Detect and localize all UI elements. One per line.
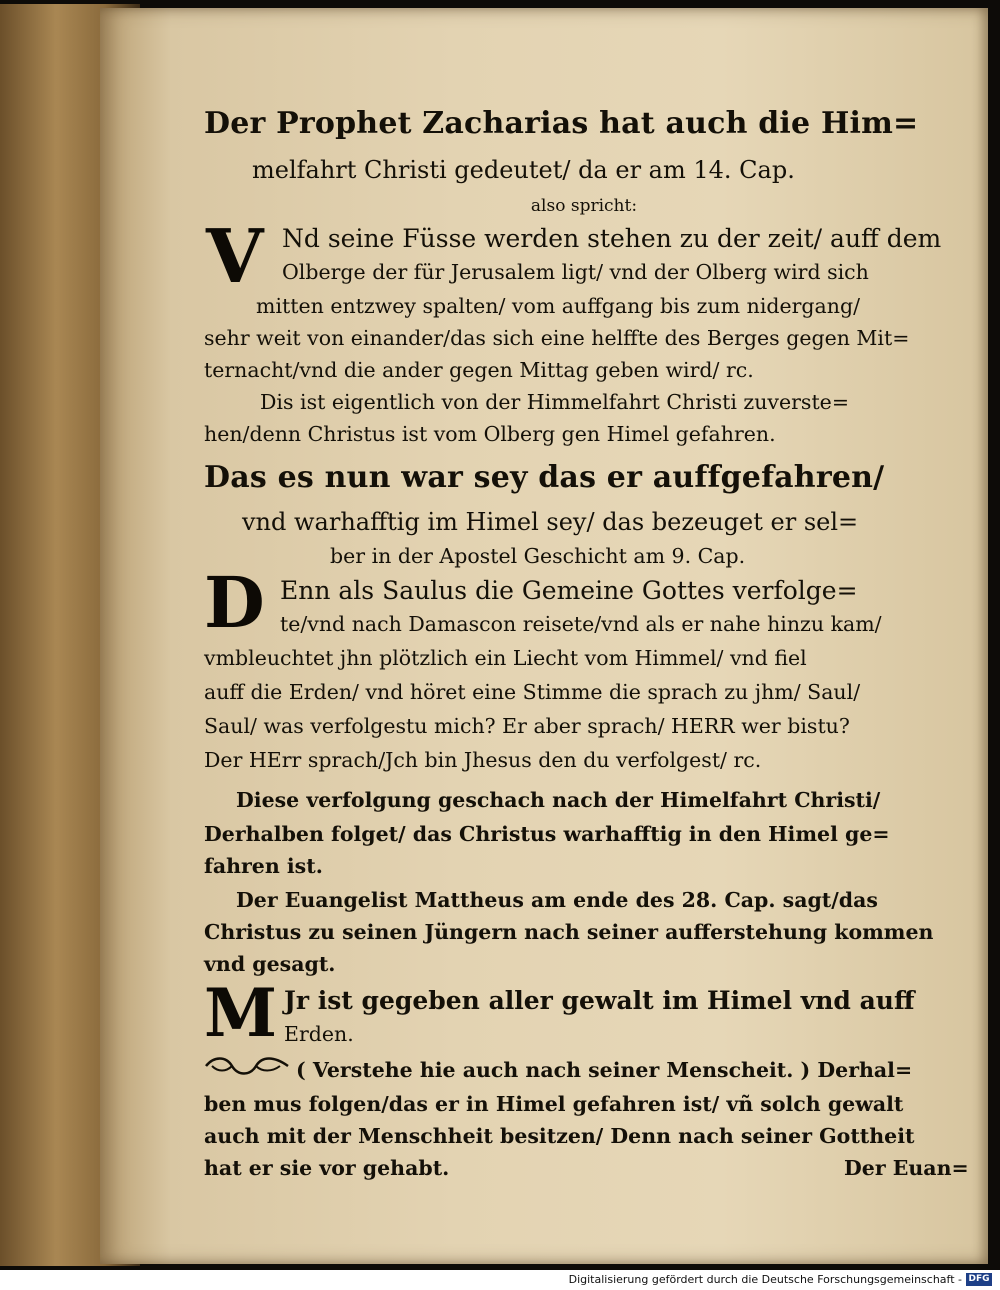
text-line: Der Euangelist Mattheus am ende des 28. Cap. sagt/das [236, 888, 878, 912]
text-line: auch mit der Menschheit besitzen/ Denn nach seiner Gottheit [204, 1124, 915, 1148]
text-line: ternacht/vnd die ander gegen Mittag geben wird/ rc. [204, 358, 754, 382]
text-line: fahren ist. [204, 854, 323, 878]
text-line: Saul/ was verfolgestu mich? Er aber sprach/ HERR wer bistu? [204, 714, 850, 738]
heading1-line: Der Prophet Zacharias hat auch die Him= [204, 106, 919, 141]
text-line: ( Verstehe hie auch nach seiner Menscheit. ) Derhal= [296, 1058, 913, 1082]
text-line: Diese verfolgung geschach nach der Himelfahrt Christi/ [236, 788, 881, 812]
text-line: Der HErr sprach/Jch bin Jhesus den du verfolgest/ rc. [204, 748, 762, 772]
initial-capital: V [206, 214, 264, 300]
text-line: Erden. [284, 1022, 354, 1046]
text-line: vmbleuchtet jhn plötzlich ein Liecht vom Himmel/ vnd fiel [204, 646, 807, 670]
heading1-line: melfahrt Christi gedeutet/ da er am 14. Cap. [252, 156, 795, 184]
heading2-line: ber in der Apostel Geschicht am 9. Cap. [330, 544, 746, 568]
text-line: hen/denn Christus ist vom Olberg gen Himel gefahren. [204, 422, 776, 446]
text-line: Nd seine Füsse werden stehen zu der zeit/ auff dem [282, 224, 942, 253]
text-line: auff die Erden/ vnd höret eine Stimme die sprach zu jhm/ Saul/ [204, 680, 861, 704]
heading1-line: also spricht: [530, 196, 638, 216]
text-line: Olberge der für Jerusalem ligt/ vnd der Olberg wird sich [282, 260, 869, 284]
flourish-ornament [204, 1054, 290, 1078]
dfg-logo: DFG [966, 1273, 992, 1286]
text-line: ben mus folgen/das er in Himel gefahren ist/ vñ solch gewalt [204, 1092, 904, 1116]
initial-capital: M [204, 974, 278, 1052]
text-line: sehr weit von einander/das sich eine helffte des Berges gegen Mit= [204, 326, 910, 350]
text-line: vnd gesagt. [204, 952, 336, 976]
heading2-line: Das es nun war sey das er auffgefahren/ [204, 460, 885, 495]
text-line: Jr ist gegeben aller gewalt im Himel vnd auff [284, 986, 915, 1015]
book-page [100, 8, 988, 1264]
heading2-line: vnd warhafftig im Himel sey/ das bezeuget er sel= [242, 508, 859, 536]
initial-capital: D [204, 561, 265, 644]
text-line: hat er sie vor gehabt. [204, 1156, 450, 1180]
text-line: Dis ist eigentlich von der Himmelfahrt Christi zuverste= [260, 390, 849, 414]
footer-bar [0, 1270, 1000, 1290]
text-line: te/vnd nach Damascon reisete/vnd als er nahe hinzu kam/ [280, 612, 882, 636]
text-line: Derhalben folget/ das Christus warhafftig in den Himel ge= [204, 822, 890, 846]
text-line: Enn als Saulus die Gemeine Gottes verfolge= [280, 576, 858, 605]
text-line: mitten entzwey spalten/ vom auffgang bis zum nidergang/ [256, 294, 861, 318]
catchword: Der Euan= [844, 1156, 969, 1180]
footer-credit: Digitalisierung gefördert durch die Deutsche Forschungsgemeinschaft - [568, 1273, 962, 1286]
text-line: Christus zu seinen Jüngern nach seiner aufferstehung kommen [204, 920, 934, 944]
